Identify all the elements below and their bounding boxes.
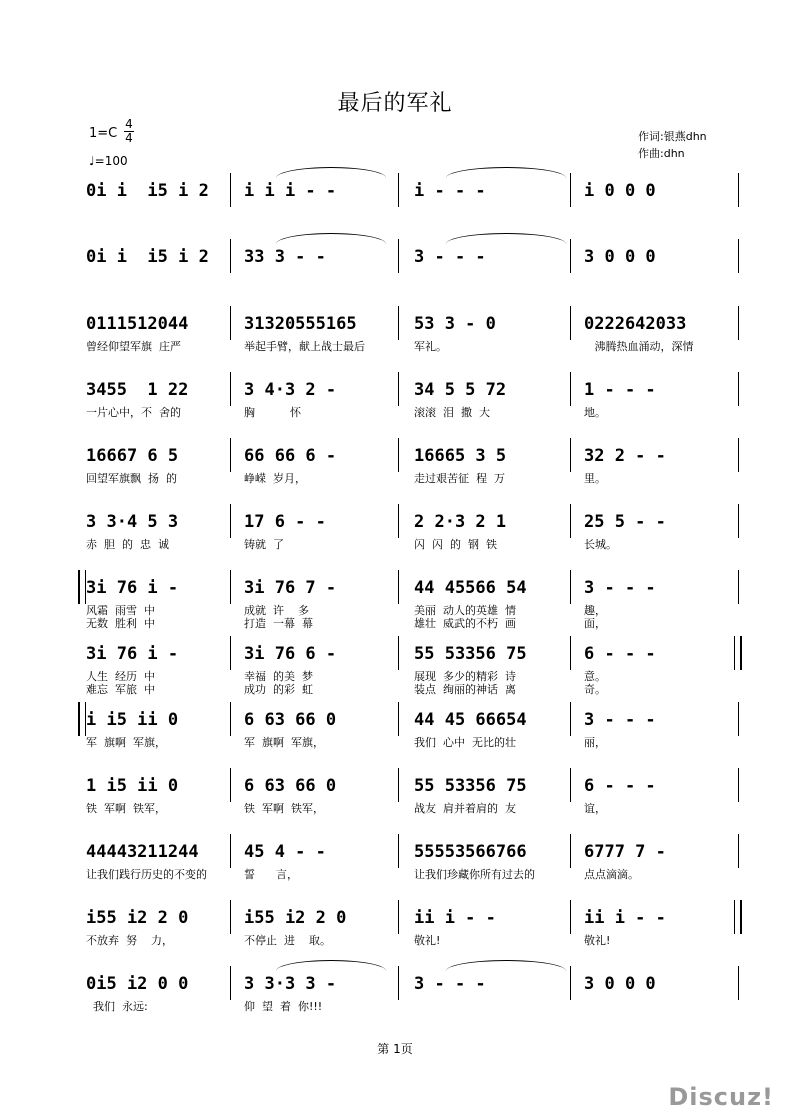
barline xyxy=(738,504,739,538)
measure: 3 0 0 0 xyxy=(584,974,656,994)
lyric-line: 曾经仰望军旗 庄严 xyxy=(86,340,181,353)
barline xyxy=(570,768,571,802)
measure: 6777 7 - xyxy=(584,842,666,862)
barline xyxy=(570,636,571,670)
measure: i - - - xyxy=(414,181,486,201)
lyric-line: 胸 怀 xyxy=(244,406,301,419)
staff-system xyxy=(86,974,738,1013)
barline xyxy=(398,702,399,736)
repeat-start-barline xyxy=(78,702,86,736)
barline xyxy=(230,900,231,934)
lyric-line: 军 旗啊 军旗， xyxy=(244,736,324,749)
measure: 3 4·3 2 - xyxy=(244,380,337,400)
measure: 3 - - - xyxy=(414,974,486,994)
measure: 0i5 i2 0 0 xyxy=(86,974,189,994)
lyric-line: 意。 xyxy=(584,670,606,683)
measure: 6 63 66 0 xyxy=(244,776,337,796)
repeat-end-barline xyxy=(734,900,742,934)
staff-system xyxy=(86,908,738,947)
barline xyxy=(398,239,399,273)
measure: 1 i5 ii 0 xyxy=(86,776,179,796)
measure: 6 - - - xyxy=(584,776,656,796)
barline xyxy=(570,306,571,340)
measure: 0111512044 xyxy=(86,314,189,334)
measure: i55 i2 2 0 xyxy=(244,908,347,928)
measure: 55 53356 75 xyxy=(414,644,527,664)
measure: 3 - - - xyxy=(584,710,656,730)
measure: 32 2 - - xyxy=(584,446,666,466)
measure: i i5 ii 0 xyxy=(86,710,179,730)
tie-slur xyxy=(446,960,566,971)
composer-credit: 作曲:dhn xyxy=(638,147,685,160)
tie-slur xyxy=(276,233,386,244)
barline xyxy=(230,438,231,472)
measure: 6 63 66 0 xyxy=(244,710,337,730)
lyric-line: 不停止 进 取。 xyxy=(244,934,331,947)
barline xyxy=(738,768,739,802)
barline xyxy=(230,173,231,207)
barline xyxy=(738,966,739,1000)
lyric-line: 仰 望 着 你!!! xyxy=(244,1000,323,1013)
lyric-line: 军礼。 xyxy=(414,340,447,353)
measure: 45 4 - - xyxy=(244,842,326,862)
lyric-line: 回望军旗飘 扬 的 xyxy=(86,472,177,485)
barline xyxy=(570,173,571,207)
staff-system xyxy=(86,710,738,749)
measure: 44443211244 xyxy=(86,842,199,862)
barline xyxy=(230,570,231,604)
measure: 1 - - - xyxy=(584,380,656,400)
barline xyxy=(398,173,399,207)
lyric-line: 让我们践行历史的不变的 xyxy=(86,868,207,881)
barline xyxy=(570,438,571,472)
lyric-line: 打造 一幕 幕 xyxy=(244,617,313,630)
measure: 3 - - - xyxy=(584,578,656,598)
lyric-line: 闪 闪 的 钢 铁 xyxy=(414,538,497,551)
measure: 3 3·4 5 3 xyxy=(86,512,179,532)
lyric-line: 不放弃 努 力， xyxy=(86,934,173,947)
measure: 34 5 5 72 xyxy=(414,380,507,400)
tie-slur xyxy=(446,233,566,244)
lyric-line: 长城。 xyxy=(584,538,617,551)
lyric-line: 谊， xyxy=(584,802,606,815)
barline xyxy=(398,438,399,472)
tie-slur xyxy=(276,167,386,178)
barline xyxy=(738,702,739,736)
measure: 31320555165 xyxy=(244,314,357,334)
tempo-marking: ♩=100 xyxy=(89,154,128,168)
lyric-line: 人生 经历 中 xyxy=(86,670,155,683)
barline xyxy=(398,900,399,934)
staff-system xyxy=(86,512,738,551)
lyric-line: 面， xyxy=(584,617,606,630)
measure: 66 66 6 - xyxy=(244,446,337,466)
barline xyxy=(230,372,231,406)
barline xyxy=(230,768,231,802)
barline xyxy=(738,438,739,472)
lyric-line: 奇。 xyxy=(584,683,606,696)
lyric-line: 点点滴滴。 xyxy=(584,868,639,881)
lyric-line: 美丽 动人的英雄 情 xyxy=(414,604,516,617)
lyric-line: 军 旗啊 军旗， xyxy=(86,736,166,749)
barline xyxy=(398,372,399,406)
page-number: 第 1页 xyxy=(377,1042,413,1056)
lyricist-credit: 作词:银燕dhn xyxy=(638,130,707,143)
barline xyxy=(570,372,571,406)
barline xyxy=(738,173,739,207)
lyric-line: 地。 xyxy=(584,406,606,419)
barline xyxy=(398,966,399,1000)
lyric-line: 里。 xyxy=(584,472,606,485)
staff-system xyxy=(86,380,738,419)
staff-system xyxy=(86,578,738,630)
lyric-line: 誓 言， xyxy=(244,868,298,881)
measure: ii i - - xyxy=(414,908,496,928)
measure: 3i 76 i - xyxy=(86,644,179,664)
lyric-line: 展现 多少的精彩 诗 xyxy=(414,670,516,683)
lyric-line: 举起手臂，献上战士最后 xyxy=(244,340,365,353)
lyric-line: 赤 胆 的 忠 诚 xyxy=(86,538,169,551)
barline xyxy=(230,504,231,538)
lyric-line: 铁 军啊 铁军， xyxy=(244,802,324,815)
measure: 3 3·3 3 - xyxy=(244,974,337,994)
barline xyxy=(230,306,231,340)
barline xyxy=(570,239,571,273)
measure: 55553566766 xyxy=(414,842,527,862)
time-signature-bottom: 4 xyxy=(125,131,133,145)
lyric-line: 铸就 了 xyxy=(244,538,284,551)
barline xyxy=(570,834,571,868)
staff-system xyxy=(86,446,738,485)
measure: 3455 1 22 xyxy=(86,380,189,400)
measure: 3i 76 i - xyxy=(86,578,179,598)
lyric-line: 成就 许 多 xyxy=(244,604,309,617)
lyric-line: 战友 肩并着肩的 友 xyxy=(414,802,516,815)
barline xyxy=(398,504,399,538)
lyric-line: 让我们珍藏你所有过去的 xyxy=(414,868,535,881)
measure: 55 53356 75 xyxy=(414,776,527,796)
barline xyxy=(570,504,571,538)
barline xyxy=(570,570,571,604)
measure: 16667 6 5 xyxy=(86,446,179,466)
measure: 3i 76 6 - xyxy=(244,644,337,664)
barline xyxy=(398,306,399,340)
measure: 3i 76 7 - xyxy=(244,578,337,598)
lyric-line: 我们 永远: xyxy=(86,1000,148,1013)
staff-system xyxy=(86,842,738,881)
lyric-line: 难忘 军旅 中 xyxy=(86,683,155,696)
lyric-line: 风霜 雨雪 中 xyxy=(86,604,155,617)
measure: 53 3 - 0 xyxy=(414,314,496,334)
staff-system xyxy=(86,776,738,815)
staff-system xyxy=(86,247,738,271)
measure: 44 45566 54 xyxy=(414,578,527,598)
barline xyxy=(738,372,739,406)
measure: 3 - - - xyxy=(414,247,486,267)
lyric-line: 趣， xyxy=(584,604,606,617)
repeat-end-barline xyxy=(734,636,742,670)
song-title: 最后的军礼 xyxy=(337,91,453,116)
lyric-line: 幸福 的美 梦 xyxy=(244,670,313,683)
measure: 17 6 - - xyxy=(244,512,326,532)
measure: i55 i2 2 0 xyxy=(86,908,189,928)
measure: 0i i i5 i 2 xyxy=(86,181,209,201)
measure: i 0 0 0 xyxy=(584,181,656,201)
measure: 0i i i5 i 2 xyxy=(86,247,209,267)
barline xyxy=(398,834,399,868)
barline xyxy=(398,636,399,670)
lyric-line: 滚滚 泪 撒 大 xyxy=(414,406,490,419)
barline xyxy=(570,966,571,1000)
lyric-line: 峥嵘 岁月， xyxy=(244,472,306,485)
lyric-line: 走过艰苦征 程 万 xyxy=(414,472,505,485)
measure: 6 - - - xyxy=(584,644,656,664)
lyric-line: 雄壮 威武的不朽 画 xyxy=(414,617,516,630)
time-signature-top: 4 xyxy=(125,117,133,131)
lyric-line: 成功 的彩 虹 xyxy=(244,683,313,696)
lyric-line: 敬礼! xyxy=(414,934,441,947)
measure: 44 45 66654 xyxy=(414,710,527,730)
key-signature: 1=C xyxy=(89,126,118,141)
measure: ii i - - xyxy=(584,908,666,928)
barline xyxy=(230,636,231,670)
lyric-line: 铁 军啊 铁军， xyxy=(86,802,166,815)
barline xyxy=(398,570,399,604)
lyric-line: 无数 胜利 中 xyxy=(86,617,155,630)
barline xyxy=(230,966,231,1000)
lyric-line: 装点 绚丽的神话 离 xyxy=(414,683,516,696)
measure: i i i - - xyxy=(244,181,337,201)
measure: 33 3 - - xyxy=(244,247,326,267)
measure: 3 0 0 0 xyxy=(584,247,656,267)
barline xyxy=(738,239,739,273)
barline xyxy=(738,570,739,604)
barline xyxy=(230,702,231,736)
lyric-line: 一片心中，不 舍的 xyxy=(86,406,181,419)
barline xyxy=(230,239,231,273)
staff-system xyxy=(86,314,738,353)
lyric-line: 沸腾热血涌动，深情 xyxy=(584,340,694,353)
barline xyxy=(570,702,571,736)
barline xyxy=(738,306,739,340)
lyric-line: 我们 心中 无比的壮 xyxy=(414,736,516,749)
time-signature xyxy=(123,118,135,145)
barline xyxy=(738,834,739,868)
measure: 0222642033 xyxy=(584,314,687,334)
staff-system xyxy=(86,181,738,205)
staff-system xyxy=(86,644,738,696)
measure: 25 5 - - xyxy=(584,512,666,532)
measure: 2 2·3 2 1 xyxy=(414,512,507,532)
tie-slur xyxy=(446,167,566,178)
lyric-line: 敬礼! xyxy=(584,934,611,947)
barline xyxy=(230,834,231,868)
lyric-line: 丽， xyxy=(584,736,606,749)
barline xyxy=(398,768,399,802)
barline xyxy=(570,900,571,934)
measure: 16665 3 5 xyxy=(414,446,507,466)
repeat-start-barline xyxy=(78,570,86,604)
watermark: Discuz! xyxy=(668,1083,774,1111)
tie-slur xyxy=(276,960,386,971)
